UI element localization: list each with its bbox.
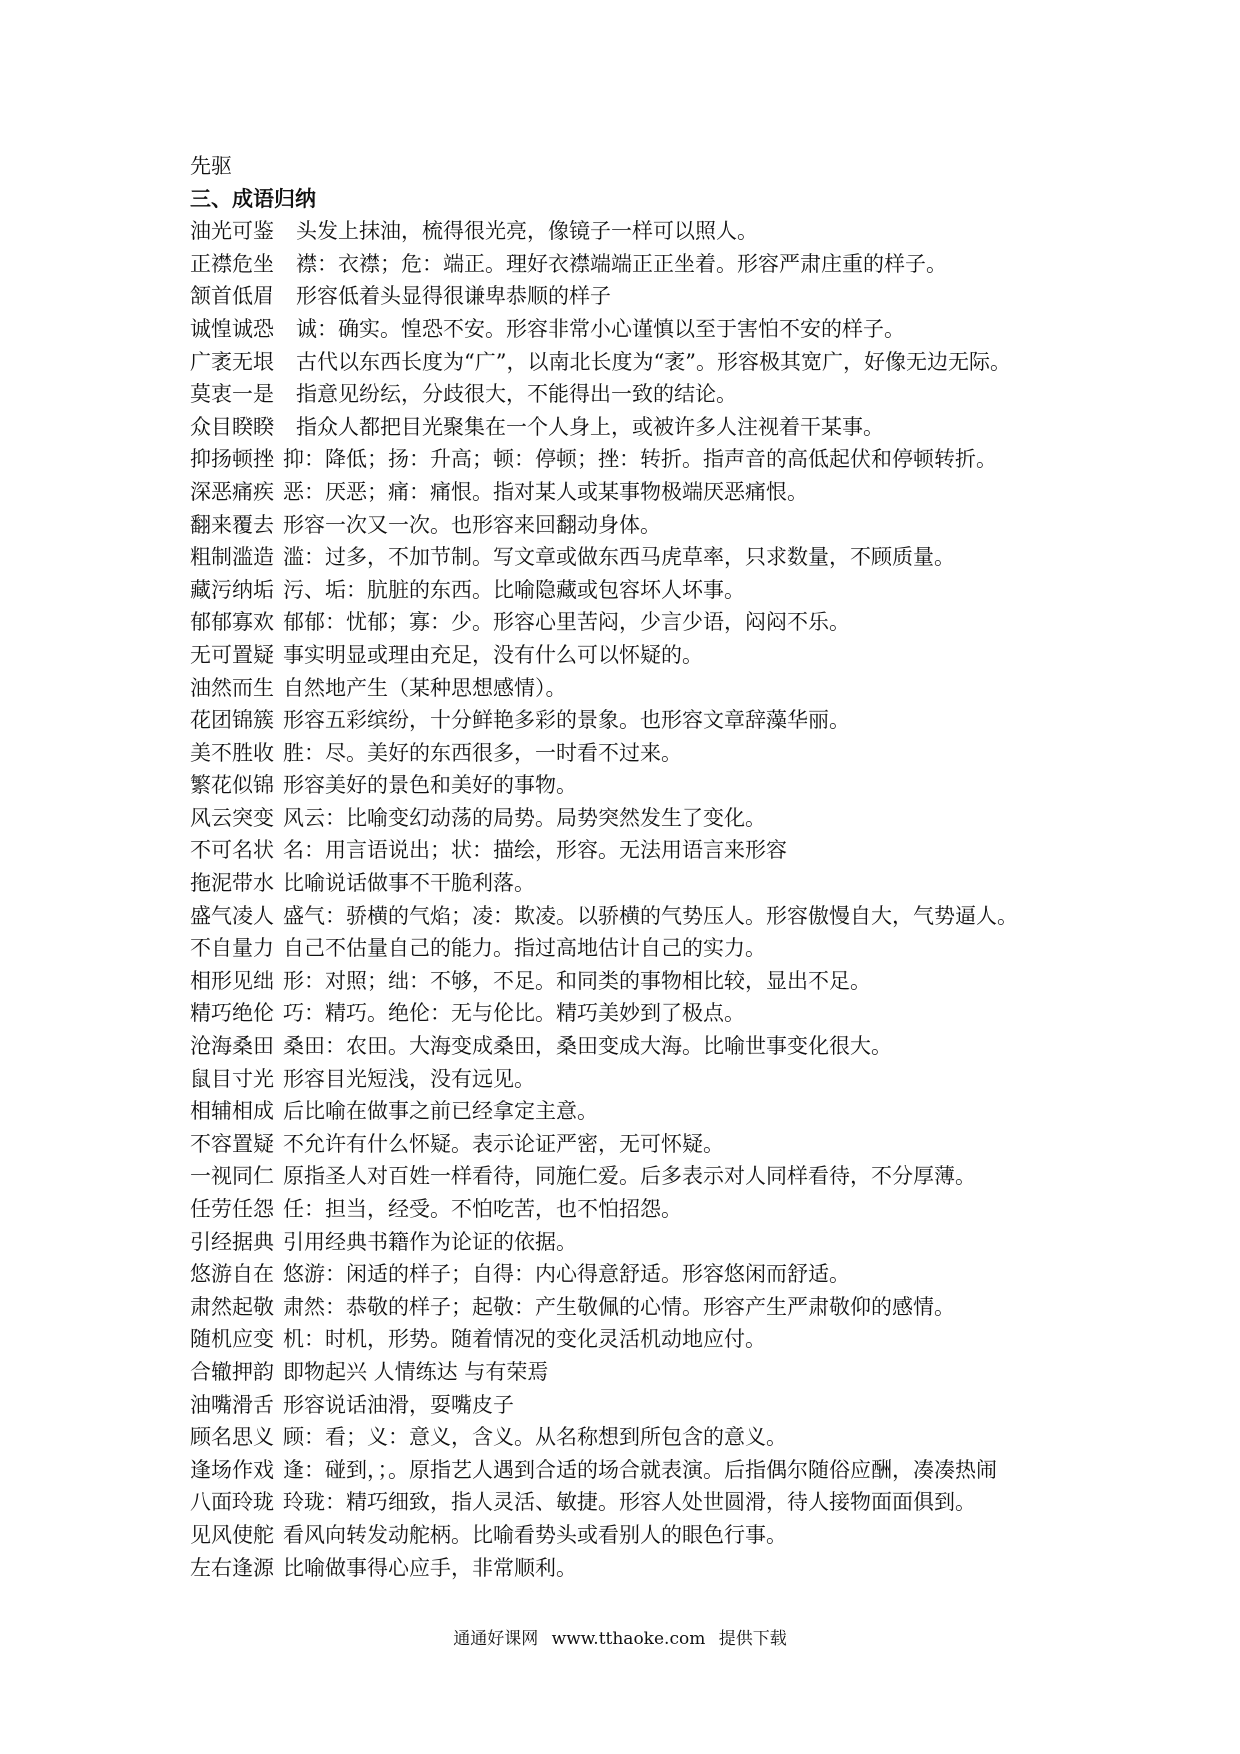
idiom-definition: 胜：尽。美好的东西很多，一时看不过来。 <box>283 740 682 765</box>
idiom-term: 不可名状 <box>190 838 274 863</box>
idiom-definition: 逢：碰到，；。原指艺人遇到合适的场合就表演。后指偶尔随俗应酬，凑凑热闹 <box>283 1457 997 1482</box>
idiom-term: 见风使舵 <box>190 1522 274 1547</box>
idiom-definition: 诚：确实。惶恐不安。形容非常小心谨慎以至于害怕不安的样子。 <box>296 316 905 341</box>
idiom-entry <box>190 1454 1190 1487</box>
idiom-term: 花团锦簇 <box>190 708 274 733</box>
idiom-term: 无可置疑 <box>190 642 274 667</box>
idiom-term: 引经据典 <box>190 1229 274 1254</box>
idiom-entry <box>190 1160 1190 1193</box>
idiom-definition: 后比喻在做事之前已经拿定主意。 <box>283 1099 598 1124</box>
idiom-definition: 事实明显或理由充足，没有什么可以怀疑的。 <box>283 642 703 667</box>
idiom-entry <box>190 1486 1190 1519</box>
idiom-term: 油然而生 <box>190 675 274 700</box>
idiom-entry <box>190 639 1190 672</box>
idiom-term: 相形见绌 <box>190 968 274 993</box>
idiom-term: 粗制滥造 <box>190 545 274 570</box>
idiom-entry <box>190 932 1190 965</box>
idiom-term: 广袤无垠 <box>190 349 274 374</box>
idiom-entry <box>190 1389 1190 1422</box>
idiom-term: 随机应变 <box>190 1327 274 1352</box>
idiom-entry <box>190 606 1190 639</box>
idiom-entry <box>190 248 1190 281</box>
idiom-definition: 形容说话油滑，耍嘴皮子 <box>283 1392 514 1417</box>
idiom-entry <box>190 1552 1190 1585</box>
idiom-definition: 抑：降低；扬：升高；顿：停顿；挫：转折。指声音的高低起伏和停顿转折。 <box>283 447 997 472</box>
idiom-term: 任劳任怨 <box>190 1197 274 1221</box>
idiom-definition: 指意见纷纭，分歧很大，不能得出一致的结论。 <box>296 382 737 407</box>
idiom-definition: 指众人都把目光聚集在一个人身上，或被许多人注视着干某事。 <box>296 414 884 439</box>
idiom-term: 一视同仁 <box>190 1164 274 1189</box>
idiom-entry <box>190 443 1190 476</box>
idiom-definition: 顾：看；义：意义，含义。从名称想到所包含的意义。 <box>283 1425 787 1450</box>
idiom-definition: 原指圣人对百姓一样看待，同施仁爱。后多表示对人同样看待，不分厚薄。 <box>283 1164 976 1189</box>
idiom-entry <box>190 1291 1190 1324</box>
idiom-term: 不自量力 <box>190 936 274 961</box>
idiom-term: 相辅相成 <box>190 1099 274 1124</box>
idiom-entry <box>190 834 1190 867</box>
idiom-term: 藏污纳垢 <box>190 577 274 602</box>
idiom-term: 郁郁寡欢 <box>190 610 274 635</box>
idiom-term: 油嘴滑舌 <box>190 1392 274 1417</box>
idiom-entry <box>190 997 1190 1030</box>
idiom-entry <box>190 509 1190 542</box>
idiom-entry <box>190 1063 1190 1096</box>
idiom-term: 诚惶诚恐 <box>190 316 274 341</box>
idiom-entry <box>190 378 1190 411</box>
idiom-entry <box>190 737 1190 770</box>
idiom-entry <box>190 1095 1190 1128</box>
idiom-definition: 形容低着头显得很谦卑恭顺的样子 <box>296 284 611 309</box>
idiom-definition: 巧：精巧。绝伦：无与伦比。精巧美妙到了极点。 <box>283 1001 745 1026</box>
idiom-definition: 滥：过多，不加节制。写文章或做东西马虎草率，只求数量，不顾质量。 <box>283 545 955 570</box>
idiom-term: 逢场作戏 <box>190 1457 274 1482</box>
idiom-definition: 机：时机，形势。随着情况的变化灵活机动地应付。 <box>283 1327 766 1352</box>
idiom-entry <box>190 769 1190 802</box>
idiom-definition: 比喻做事得心应手，非常顺利。 <box>283 1555 577 1580</box>
top-fragment: 先驱 <box>190 154 232 178</box>
footer-note: 提供下载 <box>718 1629 787 1649</box>
idiom-term: 繁花似锦 <box>190 773 274 798</box>
idiom-entry <box>190 1193 1190 1226</box>
idiom-entry <box>190 672 1190 705</box>
idiom-entry <box>190 215 1190 248</box>
idiom-term: 八面玲珑 <box>190 1490 274 1515</box>
idiom-entry <box>190 1356 1190 1389</box>
idiom-term: 颔首低眉 <box>190 284 274 309</box>
idiom-entry <box>190 1128 1190 1161</box>
idiom-definition: 盛气：骄横的气焰；凌：欺凌。以骄横的气势压人。形容傲慢自大，气势逼人。 <box>283 903 1018 928</box>
idiom-definition: 襟：衣襟；危：端正。理好衣襟端端正正坐着。形容严肃庄重的样子。 <box>296 251 947 276</box>
document-body <box>190 150 1190 1584</box>
idiom-definition: 悠游：闲适的样子；自得：内心得意舒适。形容悠闲而舒适。 <box>283 1262 850 1287</box>
idiom-definition: 名：用言语说出；状：描绘，形容。无法用语言来形容 <box>283 838 787 863</box>
idiom-definition: 风云：比喻变幻动荡的局势。局势突然发生了变化。 <box>283 805 766 830</box>
idiom-definition: 形容一次又一次。也形容来回翻动身体。 <box>283 512 661 537</box>
idiom-term: 正襟危坐 <box>190 251 274 276</box>
idiom-definition: 即物起兴 人情练达 与有荣焉 <box>283 1359 549 1384</box>
idiom-term: 拖泥带水 <box>190 871 274 896</box>
idiom-entry <box>190 541 1190 574</box>
idiom-term: 合辙押韵 <box>190 1359 274 1384</box>
idiom-definition: 恶：厌恶；痛：痛恨。指对某人或某事物极端厌恶痛恨。 <box>283 479 808 504</box>
idiom-term: 左右逢源 <box>190 1555 274 1580</box>
idiom-entry <box>190 476 1190 509</box>
idiom-definition: 比喻说话做事不干脆利落。 <box>283 871 535 896</box>
idiom-term: 精巧绝伦 <box>190 1001 274 1026</box>
idiom-definition: 自然地产生（某种思想感情）。 <box>283 675 567 700</box>
idiom-definition: 形容五彩缤纷，十分鲜艳多彩的景象。也形容文章辞藻华丽。 <box>283 708 850 733</box>
idiom-term: 盛气凌人 <box>190 903 274 928</box>
idiom-term: 悠游自在 <box>190 1262 274 1287</box>
idiom-term: 肃然起敬 <box>190 1294 274 1319</box>
idiom-term: 油光可鉴 <box>190 219 274 244</box>
idiom-term: 美不胜收 <box>190 740 274 765</box>
idiom-definition: 桑田：农田。大海变成桑田，桑田变成大海。比喻世事变化很大。 <box>283 1034 892 1059</box>
idiom-definition: 看风向转发动舵柄。比喻看势头或看别人的眼色行事。 <box>283 1522 787 1547</box>
idiom-entry <box>190 900 1190 933</box>
idiom-term: 众目睽睽 <box>190 414 274 439</box>
idiom-entry <box>190 965 1190 998</box>
footer-url: www.tthaoke.com <box>551 1629 706 1649</box>
idiom-definition: 肃然：恭敬的样子；起敬：产生敬佩的心情。形容产生严肃敬仰的感情。 <box>283 1294 955 1319</box>
idiom-entry <box>190 867 1190 900</box>
idiom-entry <box>190 1258 1190 1291</box>
idiom-term: 鼠目寸光 <box>190 1066 274 1091</box>
idiom-definition: 形：对照；绌：不够，不足。和同类的事物相比较，显出不足。 <box>283 968 871 993</box>
idiom-list <box>190 215 1190 1584</box>
page-footer <box>0 1627 1240 1651</box>
idiom-term: 风云突变 <box>190 805 274 830</box>
idiom-term: 深恶痛疾 <box>190 479 274 504</box>
idiom-entry <box>190 1226 1190 1259</box>
idiom-definition: 头发上抹油，梳得很光亮，像镜子一样可以照人。 <box>296 219 758 244</box>
idiom-term: 不容置疑 <box>190 1131 274 1156</box>
idiom-term: 翻来覆去 <box>190 512 274 537</box>
idiom-entry <box>190 346 1190 379</box>
idiom-definition: 引用经典书籍作为论证的依据。 <box>283 1229 577 1254</box>
idiom-entry <box>190 1421 1190 1454</box>
footer-site-name: 通通好课网 <box>453 1629 539 1649</box>
section-heading: 三、成语归纳 <box>190 186 316 211</box>
idiom-definition: 任：担当，经受。不怕吃苦，也不怕招怨。 <box>283 1197 682 1221</box>
idiom-entry <box>190 574 1190 607</box>
idiom-term: 莫衷一是 <box>190 382 274 407</box>
idiom-entry <box>190 802 1190 835</box>
idiom-definition: 形容美好的景色和美好的事物。 <box>283 773 577 798</box>
idiom-definition: 自己不估量自己的能力。指过高地估计自己的实力。 <box>283 936 766 961</box>
idiom-entry <box>190 280 1190 313</box>
idiom-term: 顾名思义 <box>190 1425 274 1450</box>
idiom-entry <box>190 704 1190 737</box>
idiom-definition: 古代以东西长度为“广”，以南北长度为“袤”。形容极其宽广，好像无边无际。 <box>296 349 1011 374</box>
idiom-entry <box>190 1030 1190 1063</box>
idiom-term: 抑扬顿挫 <box>190 447 274 472</box>
idiom-definition: 郁郁：忧郁；寡：少。形容心里苦闷，少言少语，闷闷不乐。 <box>283 610 850 635</box>
idiom-entry <box>190 1323 1190 1356</box>
idiom-term: 沧海桑田 <box>190 1034 274 1059</box>
idiom-entry <box>190 411 1190 444</box>
idiom-definition: 污、垢：肮脏的东西。比喻隐藏或包容坏人坏事。 <box>283 577 745 602</box>
idiom-entry <box>190 1519 1190 1552</box>
idiom-definition: 形容目光短浅，没有远见。 <box>283 1066 535 1091</box>
idiom-entry <box>190 313 1190 346</box>
idiom-definition: 玲珑：精巧细致，指人灵活、敏捷。形容人处世圆滑，待人接物面面俱到。 <box>283 1490 976 1515</box>
idiom-definition: 不允许有什么怀疑。表示论证严密，无可怀疑。 <box>283 1131 724 1156</box>
